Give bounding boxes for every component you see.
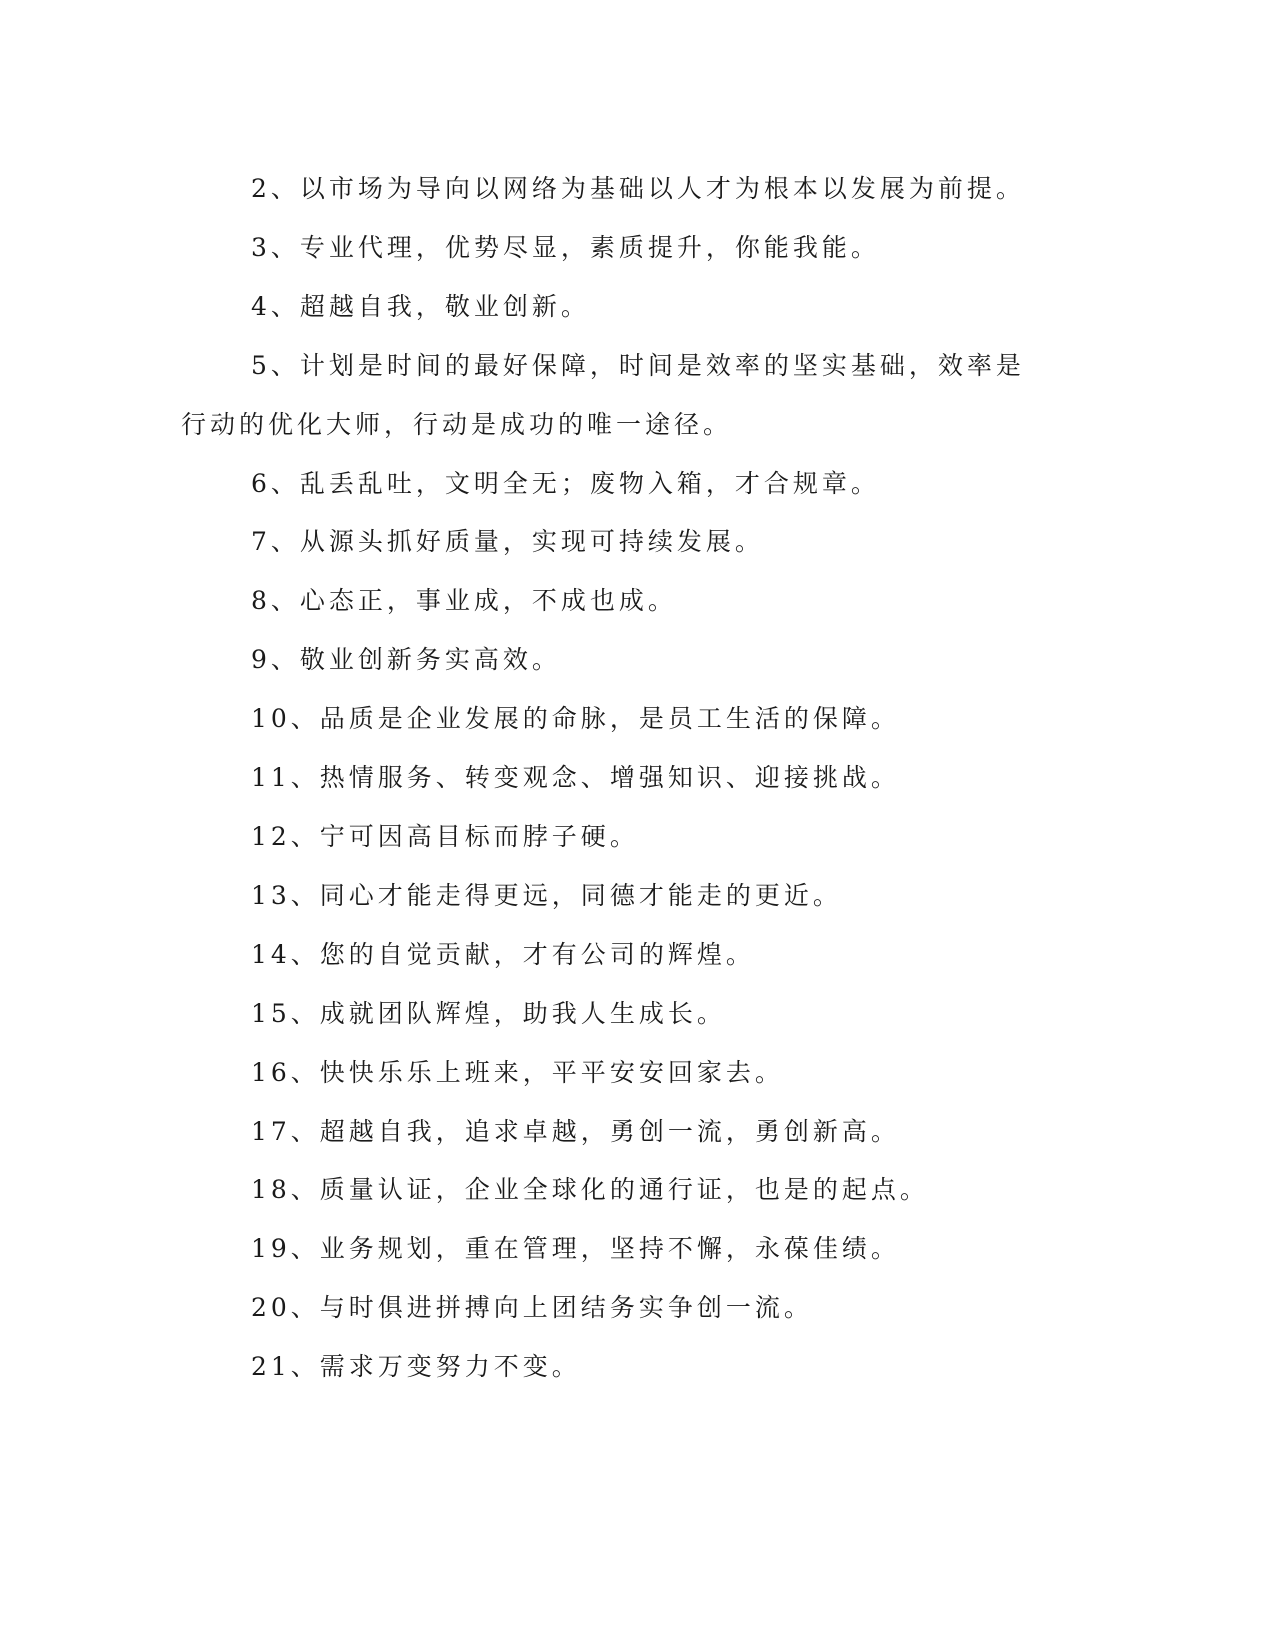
list-item: 12、宁可因高目标而脖子硬。: [251, 821, 639, 851]
list-item: 3、专业代理，优势尽显，素质提升，你能我能。: [251, 232, 880, 262]
list-item: 17、超越自我，追求卓越，勇创一流，勇创新高。: [251, 1116, 900, 1146]
list-item: 8、心态正，事业成，不成也成。: [251, 586, 677, 616]
list-item: 5、计划是时间的最好保障，时间是效率的坚实基础，效率是行动的优化大师，行动是成功的唯一途径。: [181, 350, 1025, 439]
list-item: 11、热情服务、转变观念、增强知识、迎接挑战。: [251, 763, 900, 793]
list-item: 21、需求万变努力不变。: [251, 1352, 581, 1382]
list-item: 20、与时俱进拼搏向上团结务实争创一流。: [251, 1293, 813, 1323]
list-item: 19、业务规划，重在管理，坚持不懈，永葆佳绩。: [251, 1234, 900, 1264]
list-item: 4、超越自我，敬业创新。: [251, 291, 590, 321]
slogan-list: [181, 160, 1041, 1397]
list-item: 14、您的自觉贡献，才有公司的辉煌。: [251, 939, 755, 969]
list-item: 13、同心才能走得更远，同德才能走的更近。: [251, 880, 842, 910]
list-item: 6、乱丢乱吐，文明全无；废物入箱，才合规章。: [251, 468, 880, 498]
list-item: 9、敬业创新务实高效。: [251, 645, 561, 675]
list-item: 2、以市场为导向以网络为基础以人才为根本以发展为前提。: [251, 174, 1025, 203]
list-item: 15、成就团队辉煌，助我人生成长。: [251, 998, 726, 1028]
list-item: 7、从源头抓好质量，实现可持续发展。: [251, 527, 764, 557]
list-item: 16、快快乐乐上班来，平平安安回家去。: [251, 1057, 784, 1087]
list-item: 18、质量认证，企业全球化的通行证，也是的起点。: [251, 1175, 929, 1205]
list-item: 10、品质是企业发展的命脉，是员工生活的保障。: [251, 704, 900, 734]
